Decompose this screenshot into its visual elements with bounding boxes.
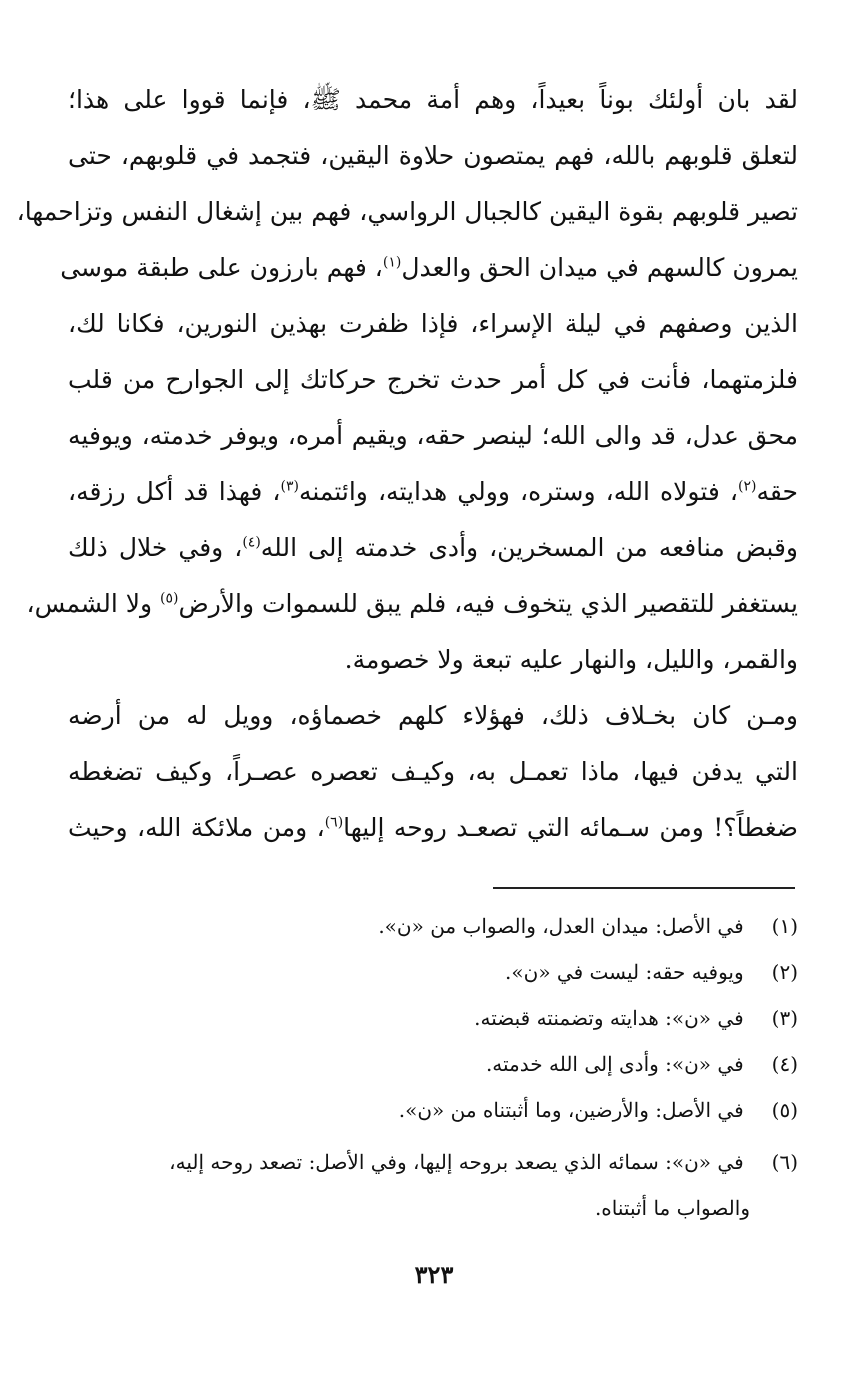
body-line-5: الذين وصفهم في ليلة الإسراء، فإذا ظفرت بهذين النورين، فكانا لك، (68, 309, 798, 338)
body-line-8: حقه$^{(٢)}$، فتولاه الله، وستره، وولي هدايته، وائتمنه$^{(٣)}$، فهذا قد أكل رزقه، (68, 477, 798, 506)
footnote-4: (٤) في «ن»: وأدى إلى الله خدمته. (485, 1052, 798, 1076)
body-line-11: والقمر، والليل، والنهار عليه تبعة ولا خصومة. (344, 645, 798, 674)
footnote-marker-3: (٣) (280, 478, 299, 495)
page-number: ٣٢٣ (414, 1260, 454, 1289)
footnote-1: (١) في الأصل: ميدان العدل، والصواب من «ن». (378, 914, 798, 938)
footnote-divider (493, 887, 795, 889)
body-line-2: لتعلق قلوبهم بالله، فهم يمتصون حلاوة اليقين، فتجمد في قلوبهم، حتى (68, 141, 798, 170)
body-line-7: محق عدل، قد والى الله؛ لينصر حقه، ويقيم أمره، ويوفر خدمته، ويوفيه (68, 421, 798, 450)
footnote-5: (٥) في الأصل: والأرضين، وما أثبتناه من «ن». (398, 1098, 798, 1122)
body-line-6: فلزمتهما، فأنت في كل أمر حدث تخرج حركاتك إلى الجوارح من قلب (68, 365, 798, 394)
footnote-6-continuation: والصواب ما أثبتناه. (594, 1196, 750, 1220)
footnote-marker-4: (٤) (242, 534, 261, 551)
body-line-10: يستغفر للتقصير الذي يتخوف فيه، فلم يبق للسموات والأرض$^{(٥)}$ ولا الشمس، (26, 589, 798, 618)
body-line-13: التي يدفن فيها، ماذا تعمـل به، وكيـف تعصره عصـراً، وكيف تضغطه (68, 757, 798, 786)
body-line-3: تصير قلوبهم بقوة اليقين كالجبال الرواسي، فهم بين إشغال النفس وتزاحمها، (16, 197, 798, 226)
footnote-marker-2: (٢) (738, 478, 757, 495)
body-line-14: ضغطاً؟! ومن سـمائه التي تصعـد روحه إليها$^{(٦)}$، ومن ملائكة الله، وحيث (68, 813, 798, 842)
body-line-9: وقبض منافعه من المسخرين، وأدى خدمته إلى الله$^{(٤)}$، وفي خلال ذلك (68, 533, 799, 562)
body-line-1: لقد بان أولئك بوناً بعيداً، وهم أمة محمد ﷺ، فإنما قووا على هذا؛ (68, 85, 798, 114)
footnote-marker-6: (٦) (324, 814, 344, 831)
footnote-3: (٣) في «ن»: هدايته وتضمنته قبضته. (474, 1006, 798, 1030)
footnote-marker-5: (٥) (160, 590, 179, 607)
footnote-marker-1: (١) (382, 254, 402, 271)
body-line-4: يمرون كالسهم في ميدان الحق والعدل$^{(١)}$، فهم بارزون على طبقة موسى (60, 253, 798, 282)
footnote-2: (٢) ويوفيه حقه: ليست في «ن». (505, 960, 798, 984)
footnote-6: (٦) في «ن»: سمائه الذي يصعد بروحه إليها، وفي الأصل: تصعد روحه إليه، (169, 1150, 798, 1174)
body-line-12: ومـن كان بخـلاف ذلك، فهؤلاء كلهم خصماؤه، وويل له من أرضه (68, 701, 798, 730)
